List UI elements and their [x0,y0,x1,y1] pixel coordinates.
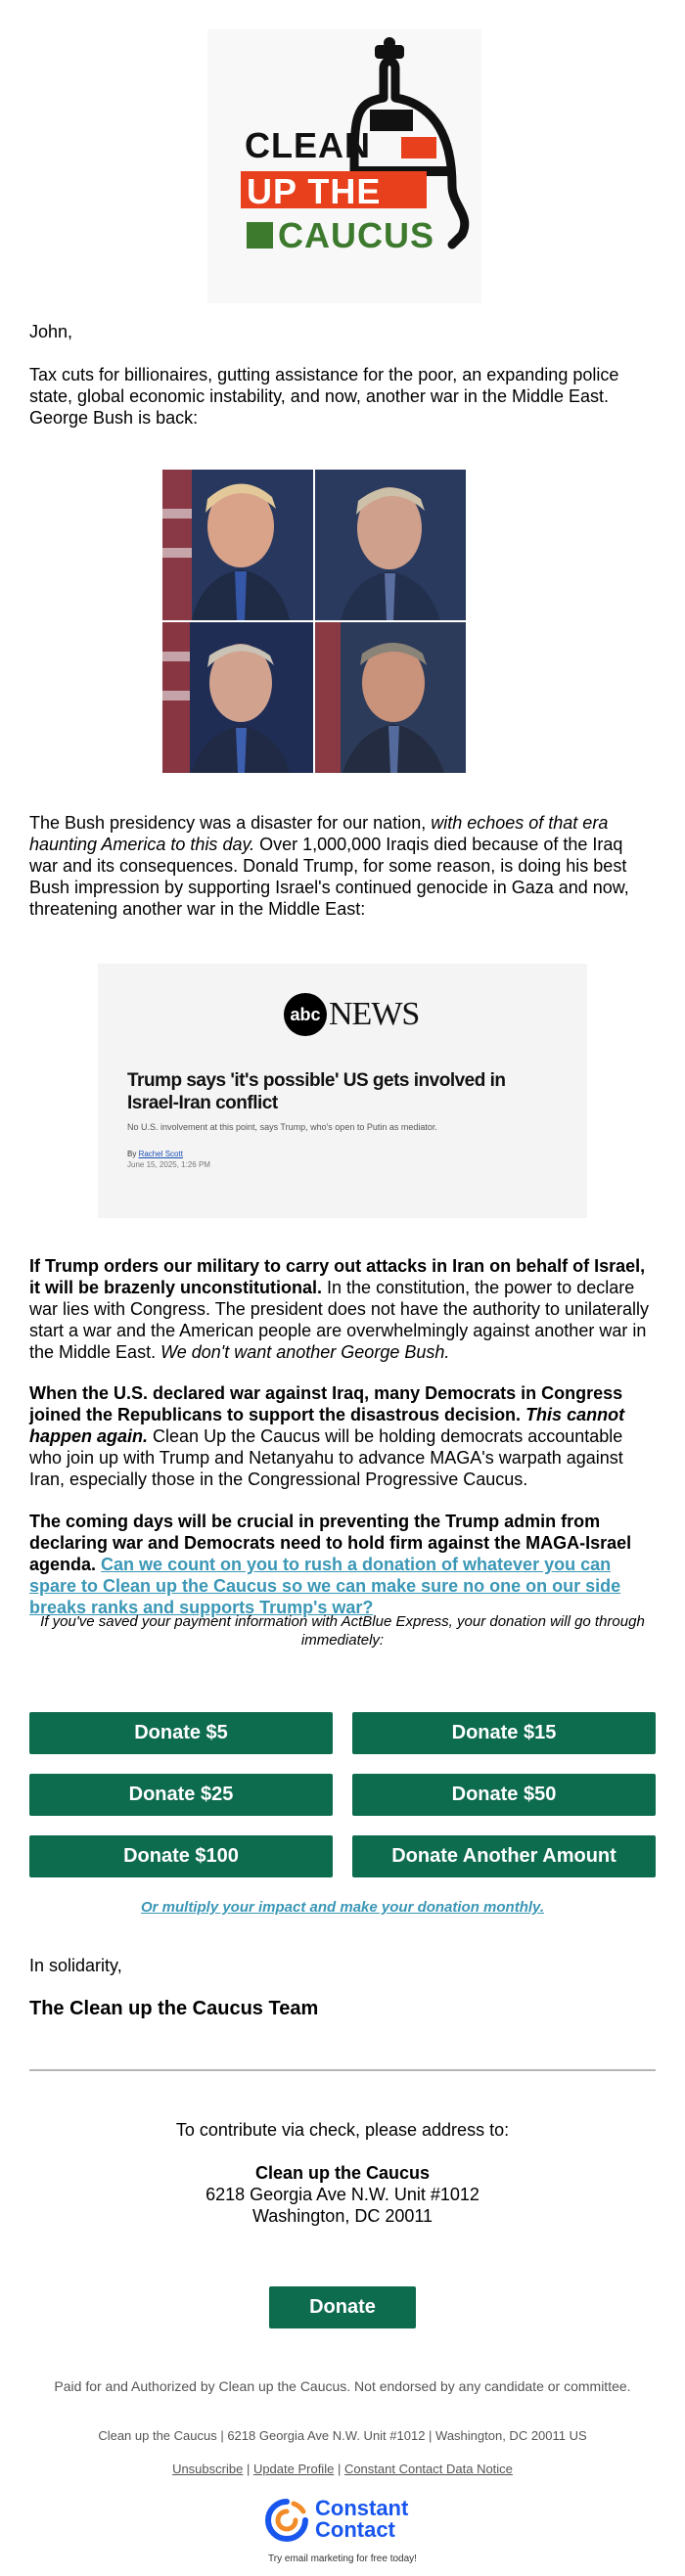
donate-100-button[interactable]: Donate $100 [29,1835,333,1877]
iran-paragraph: If Trump orders our military to carry out attacks in Iran on behalf of Israel, it will be brazenly unconstitutional. In the constitution, the power to declare war lies with Congress. The president does not have the authority to unilaterally start a war and the American people are overwhelmingly against another war in the Middle East. We don't want another George Bush. [29,1256,650,1362]
divider [29,2069,656,2071]
disclaimer: Paid for and Authorized by Clean up the Caucus. Not endorsed by any candidate or committee. [54,2378,631,2394]
logo-text-clean: CLEAN [245,125,371,165]
portrait-2 [315,470,466,620]
unsubscribe-link[interactable]: Unsubscribe [172,2462,244,2476]
abc-news-logo [284,993,419,1036]
signoff: In solidarity, [29,1956,122,1975]
iraq-paragraph: When the U.S. declared war against Iraq, many Democrats in Congress joined the Republicans to support the disastrous decision. This cannot happen again. Clean Up the Caucus will be holding democrats accountable who join up with Trump and Netanyahu to advance MAGA's warpath against Iran, especially those in the Congressional Progressive Caucus. [29,1383,625,1489]
donate-another-amount-button[interactable]: Donate Another Amount [352,1835,656,1877]
constant-contact-logo[interactable] [264,2498,431,2547]
footer-address: Clean up the Caucus | 6218 Georgia Ave N.W. Unit #1012 | Washington, DC 20011 US [98,2428,587,2443]
donation-ask-link[interactable]: Can we count on you to rush a donation of whatever you can spare to Clean up the Caucus so we can make sure no one on our side breaks ranks and supports Trump's war? [29,1555,621,1617]
trump-bush-morph-image [162,470,466,773]
article-subhead: No U.S. involvement at this point, says Trump, who's open to Putin as mediator. [127,1122,437,1132]
portrait-3 [162,622,313,773]
constant-contact-tagline[interactable]: Try email marketing for free today! [268,2553,417,2564]
data-notice-link[interactable]: Constant Contact Data Notice [343,2462,513,2476]
portrait-4 [315,622,466,773]
check-intro: To contribute via check, please address to: [175,2120,510,2140]
author-link: Rachel Scott [138,1150,183,1158]
abc-news-wordmark: NEWS [329,996,420,1032]
constant-contact-wordmark-2: Contact [315,2517,395,2542]
abc-logo-circle: abc [284,993,327,1036]
logo-text-up-the: UP THE [247,171,382,211]
donate-25-button[interactable]: Donate $25 [29,1774,333,1816]
actblue-note: If you've saved your payment information with ActBlue Express, your donation will go through immediately: [40,1613,645,1649]
donate-50-button[interactable]: Donate $50 [352,1774,656,1816]
portrait-1 [162,470,313,620]
bush-paragraph: The Bush presidency was a disaster for our nation, with echoes of that era haunting America to this day. Over 1,000,000 Iraqis died because of the Iraq war and its consequences. Donald Trump, for some reason, is doing his best Bush impression by supporting Israel's continued genocide in Gaza and now, threatening another war in the Middle East: [29,813,629,919]
donate-main-button[interactable]: Donate [269,2286,416,2328]
check-city: Washington, DC 20011 [251,2206,434,2226]
logo-text-caucus: CAUCUS [278,215,435,255]
donate-15-button[interactable]: Donate $15 [352,1712,656,1754]
constant-contact-swirl-icon [264,2498,309,2543]
constant-contact-wordmark-1: Constant [315,2496,409,2520]
clean-up-the-caucus-logo [207,29,481,303]
abc-news-article-image [98,964,587,1218]
signature: The Clean up the Caucus Team [29,1998,319,2019]
intro-paragraph: Tax cuts for billionaires, gutting assistance for the poor, an expanding police state, global economic instability, and now, another war in the Middle East. George Bush is back: [29,365,619,428]
article-byline: By Rachel Scott [127,1150,183,1158]
update-profile-link[interactable]: Update Profile [252,2462,335,2476]
article-date: June 15, 2025, 1:26 PM [127,1160,210,1169]
footer-links: Unsubscribe | Update Profile | Constant Contact Data Notice [172,2462,513,2476]
monthly-donation-link[interactable]: Or multiply your impact and make your donation monthly. [141,1899,544,1916]
article-headline: Trump says 'it's possible' US gets involved in Israel-Iran conflict [127,1070,506,1113]
greeting: John, [29,322,73,341]
check-name: Clean up the Caucus [254,2163,431,2183]
donate-5-button[interactable]: Donate $5 [29,1712,333,1754]
capitol-dome-icon [207,29,481,303]
check-street: 6218 Georgia Ave N.W. Unit #1012 [206,2185,480,2204]
coming-days-paragraph: The coming days will be crucial in preventing the Trump admin from declaring war and Democrats need to hold firm against the MAGA-Israel agenda. Can we count on you to rush a donation of whatever you can spare to Clean up the Caucus so we can make sure no one on our side breaks ranks and supports Trump's war? [29,1512,632,1617]
